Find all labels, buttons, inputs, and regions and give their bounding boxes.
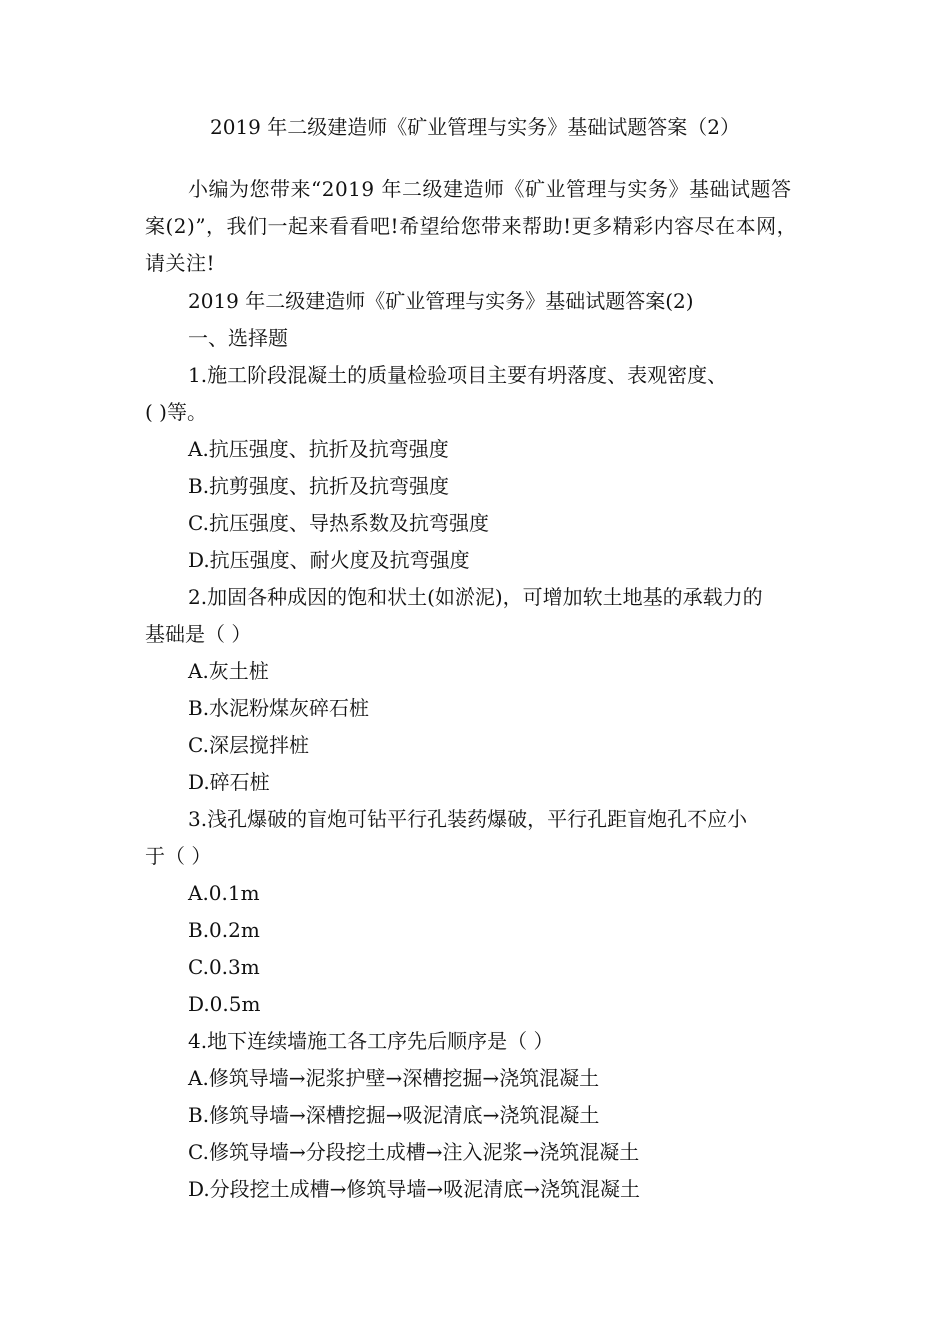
document-title: 2019 年二级建造师《矿业管理与实务》基础试题答案（2） — [210, 115, 740, 139]
question-3-line-1: 3.浅孔爆破的盲炮可钻平行孔装药爆破，平行孔距盲炮孔不应小 — [188, 807, 748, 831]
question-3-option-c: C.0.3m — [188, 955, 260, 979]
question-2-option-b: B.水泥粉煤灰碎石桩 — [188, 696, 370, 720]
question-3-option-a: A.0.1m — [188, 881, 260, 905]
question-4-option-a: A.修筑导墙→泥浆护壁→深槽挖掘→浇筑混凝土 — [188, 1066, 600, 1090]
question-1-option-a: A.抗压强度、抗折及抗弯强度 — [188, 437, 449, 461]
question-1-option-c: C.抗压强度、导热系数及抗弯强度 — [188, 511, 489, 535]
section-heading: 一、选择题 — [188, 326, 288, 350]
intro-paragraph: 小编为您带来“2019 年二级建造师《矿业管理与实务》基础试题答案(2)”，我们一起来看看吧!希望给您带来帮助!更多精彩内容尽在本网，请关注! — [145, 177, 798, 275]
question-3-line-2: 于（ ） — [145, 844, 212, 868]
question-2-option-a: A.灰土桩 — [188, 659, 269, 683]
question-1-line-2: ( )等。 — [145, 400, 207, 424]
question-1-option-d: D.抗压强度、耐火度及抗弯强度 — [188, 548, 470, 572]
question-3-option-b: B.0.2m — [188, 918, 260, 942]
question-2-option-c: C.深层搅拌桩 — [188, 733, 309, 757]
subtitle: 2019 年二级建造师《矿业管理与实务》基础试题答案(2) — [188, 289, 694, 313]
question-1-line-1: 1.施工阶段混凝土的质量检验项目主要有坍落度、表观密度、 — [188, 363, 728, 387]
question-4-option-c: C.修筑导墙→分段挖土成槽→注入泥浆→浇筑混凝土 — [188, 1140, 640, 1164]
question-1-option-b: B.抗剪强度、抗折及抗弯强度 — [188, 474, 450, 498]
question-4-line-1: 4.地下连续墙施工各工序先后顺序是（ ） — [188, 1029, 554, 1053]
question-2-line-2: 基础是（ ） — [145, 622, 252, 646]
question-4-option-d: D.分段挖土成槽→修筑导墙→吸泥清底→浇筑混凝土 — [188, 1177, 640, 1201]
question-2-option-d: D.碎石桩 — [188, 770, 270, 794]
question-4-option-b: B.修筑导墙→深槽挖掘→吸泥清底→浇筑混凝土 — [188, 1103, 600, 1127]
question-2-line-1: 2.加固各种成因的饱和状土(如淤泥)，可增加软土地基的承载力的 — [188, 585, 763, 609]
question-3-option-d: D.0.5m — [188, 992, 261, 1016]
